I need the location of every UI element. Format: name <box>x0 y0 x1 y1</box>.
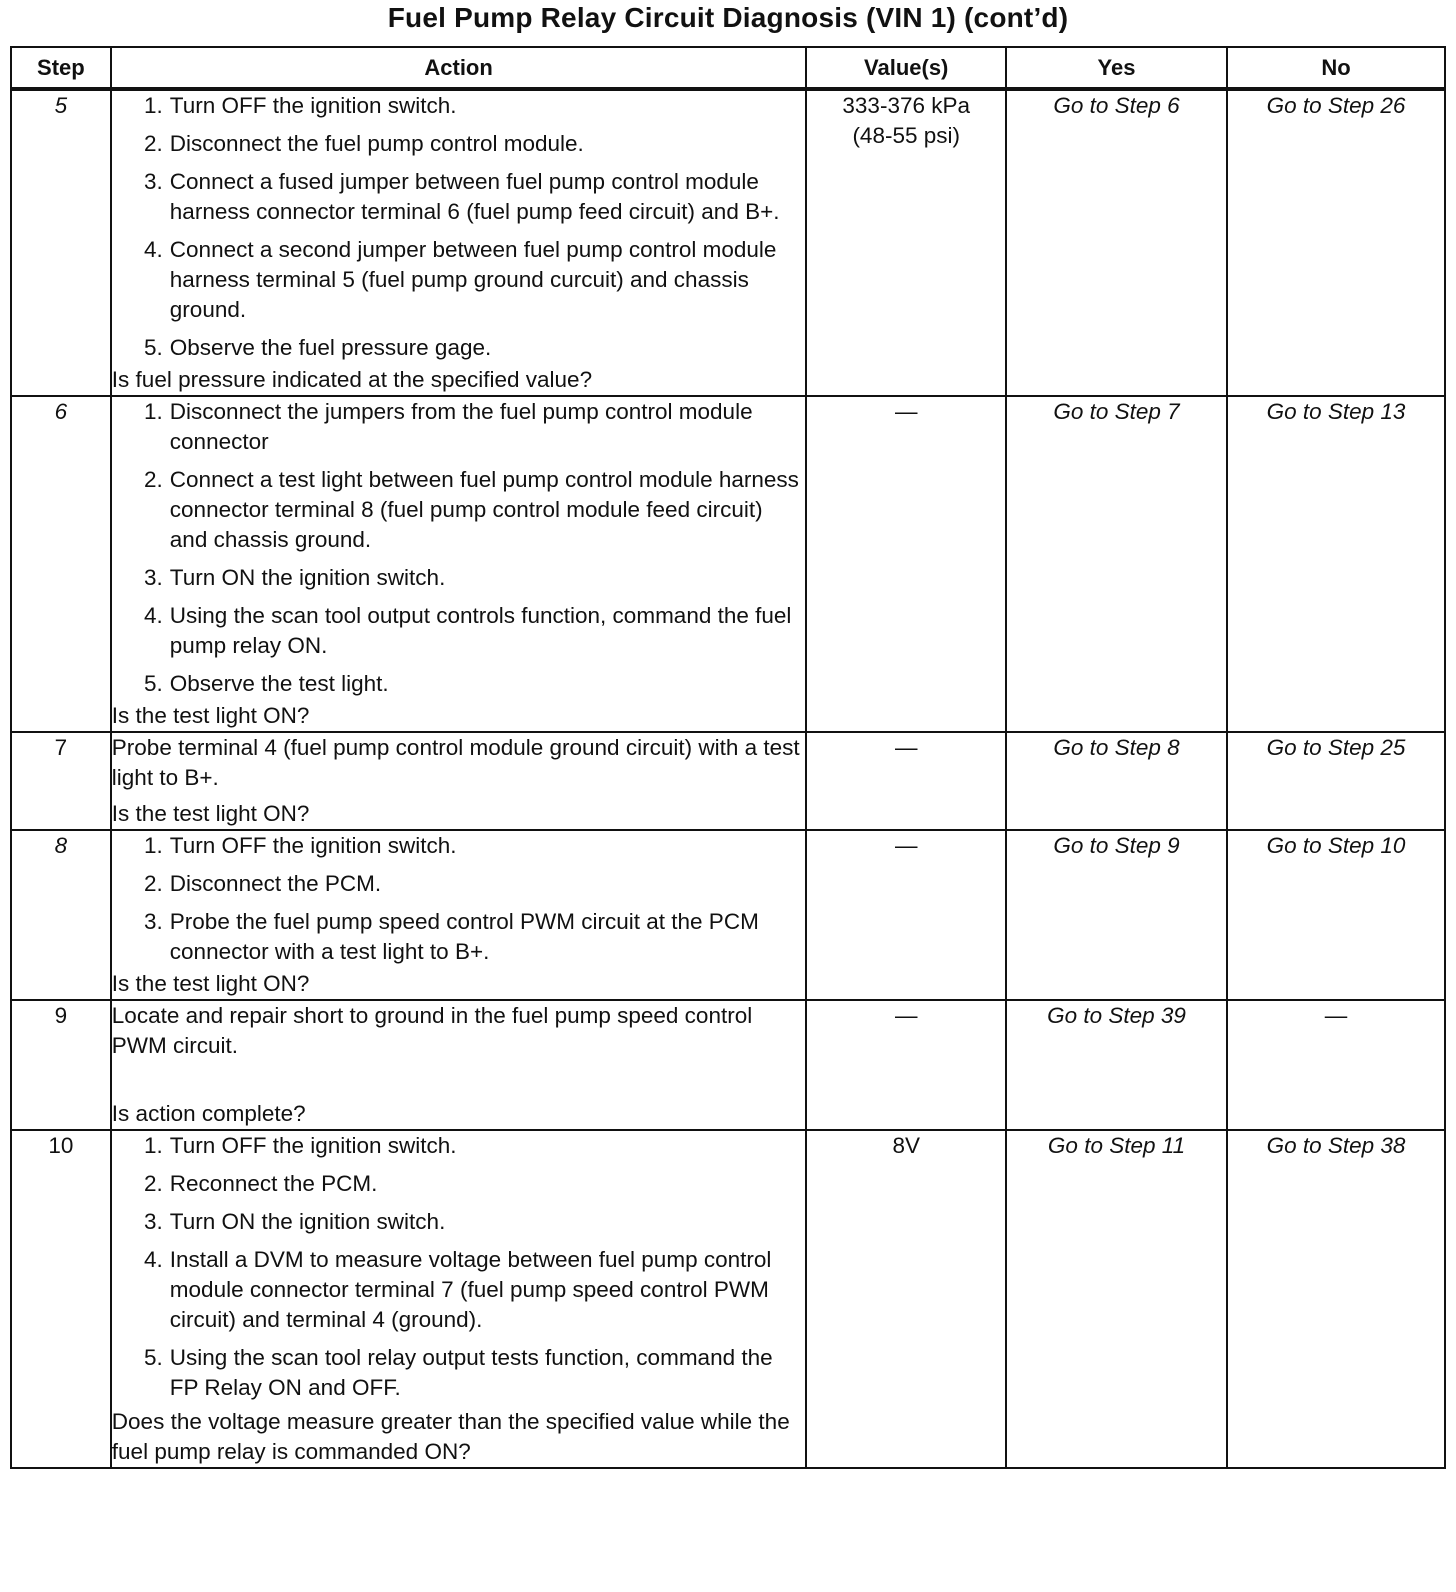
action-text: Locate and repair short to ground in the fuel pump speed control PWM circuit. <box>111 1003 753 1058</box>
value-cell: 8V <box>806 1130 1006 1468</box>
list-item: 5. Observe the fuel pressure gage. <box>144 335 492 360</box>
diagnosis-table <box>10 46 1446 1469</box>
list-item: 2. Disconnect the PCM. <box>144 871 382 896</box>
value-cell: — <box>806 396 1006 732</box>
no-cell: Go to Step 25 <box>1227 732 1445 830</box>
yes-cell: Go to Step 9 <box>1006 830 1227 1000</box>
header-values: Value(s) <box>806 47 1006 89</box>
question-text: Is the test light ON? <box>111 703 310 728</box>
action-cell <box>111 396 807 732</box>
no-cell: Go to Step 10 <box>1227 830 1445 1000</box>
action-cell <box>111 89 807 396</box>
list-item: 3. Probe the fuel pump speed control PWM circuit at the PCM connector with a test light to B+. <box>144 909 759 964</box>
header-action: Action <box>111 47 807 89</box>
value-cell: — <box>806 1000 1006 1130</box>
list-item: 1. Disconnect the jumpers from the fuel pump control module connector <box>144 399 753 454</box>
action-list <box>112 1131 806 1403</box>
yes-cell: Go to Step 6 <box>1006 89 1227 396</box>
action-text: Probe terminal 4 (fuel pump control module ground circuit) with a test light to B+. <box>111 735 800 790</box>
no-cell: Go to Step 26 <box>1227 89 1445 396</box>
list-item: 4. Using the scan tool output controls function, command the fuel pump relay ON. <box>144 603 792 658</box>
question-text: Does the voltage measure greater than the specified value while the fuel pump relay is commanded ON? <box>111 1409 790 1464</box>
yes-cell: Go to Step 39 <box>1006 1000 1227 1130</box>
table-header-row <box>11 47 1445 89</box>
question-text: Is the test light ON? <box>111 801 310 826</box>
step-number: 9 <box>11 1000 111 1130</box>
no-cell: — <box>1227 1000 1445 1130</box>
table-row <box>11 1130 1445 1468</box>
yes-cell: Go to Step 8 <box>1006 732 1227 830</box>
action-list <box>112 831 806 967</box>
step-number: 10 <box>11 1130 111 1468</box>
yes-cell: Go to Step 7 <box>1006 396 1227 732</box>
table-row <box>11 732 1445 830</box>
table-row <box>11 89 1445 396</box>
header-step: Step <box>11 47 111 89</box>
action-cell <box>111 1130 807 1468</box>
action-list <box>112 397 806 699</box>
page-title: Fuel Pump Relay Circuit Diagnosis (VIN 1) (cont’d) <box>387 2 1069 33</box>
list-item: 2. Reconnect the PCM. <box>144 1171 378 1196</box>
action-cell <box>111 830 807 1000</box>
action-list <box>112 91 806 363</box>
question-text: Is action complete? <box>111 1101 306 1126</box>
list-item: 3. Connect a fused jumper between fuel pump control module harness connector terminal 6 (fuel pump feed circuit) and B+. <box>144 169 780 224</box>
list-item: 4. Connect a second jumper between fuel pump control module harness terminal 5 (fuel pump ground curcuit) and chassis ground. <box>144 237 777 322</box>
step-number: 6 <box>11 396 111 732</box>
action-cell <box>111 1000 807 1130</box>
header-yes: Yes <box>1006 47 1227 89</box>
value-cell: — <box>806 830 1006 1000</box>
table-row <box>11 1000 1445 1130</box>
no-cell: Go to Step 13 <box>1227 396 1445 732</box>
table-row <box>11 396 1445 732</box>
list-item: 1. Turn OFF the ignition switch. <box>144 93 457 118</box>
step-number: 7 <box>11 732 111 830</box>
spacer <box>112 1061 806 1099</box>
value-cell: — <box>806 732 1006 830</box>
question-text: Is the test light ON? <box>111 971 310 996</box>
value-cell <box>806 89 1006 396</box>
yes-cell: Go to Step 11 <box>1006 1130 1227 1468</box>
header-no: No <box>1227 47 1445 89</box>
list-item: 2. Disconnect the fuel pump control module. <box>144 131 584 156</box>
no-cell: Go to Step 38 <box>1227 1130 1445 1468</box>
step-number: 8 <box>11 830 111 1000</box>
list-item: 3. Turn ON the ignition switch. <box>144 1209 446 1234</box>
list-item: 1. Turn OFF the ignition switch. <box>144 1133 457 1158</box>
list-item: 2. Connect a test light between fuel pump control module harness connector terminal 8 (fuel pump control module feed circuit) and chassis ground. <box>144 467 799 552</box>
value-line: (48-55 psi) <box>852 123 960 148</box>
list-item: 1. Turn OFF the ignition switch. <box>144 833 457 858</box>
step-number: 5 <box>11 89 111 396</box>
table-row <box>11 830 1445 1000</box>
action-cell <box>111 732 807 830</box>
list-item: 4. Install a DVM to measure voltage between fuel pump control module connector terminal 7 (fuel pump speed control PWM circuit) and terminal 4 (ground). <box>144 1247 772 1332</box>
question-text: Is fuel pressure indicated at the specified value? <box>111 367 593 392</box>
list-item: 3. Turn ON the ignition switch. <box>144 565 446 590</box>
list-item: 5. Observe the test light. <box>144 671 389 696</box>
value-line: 333-376 kPa <box>842 93 971 118</box>
list-item: 5. Using the scan tool relay output tests function, command the FP Relay ON and OFF. <box>144 1345 773 1400</box>
